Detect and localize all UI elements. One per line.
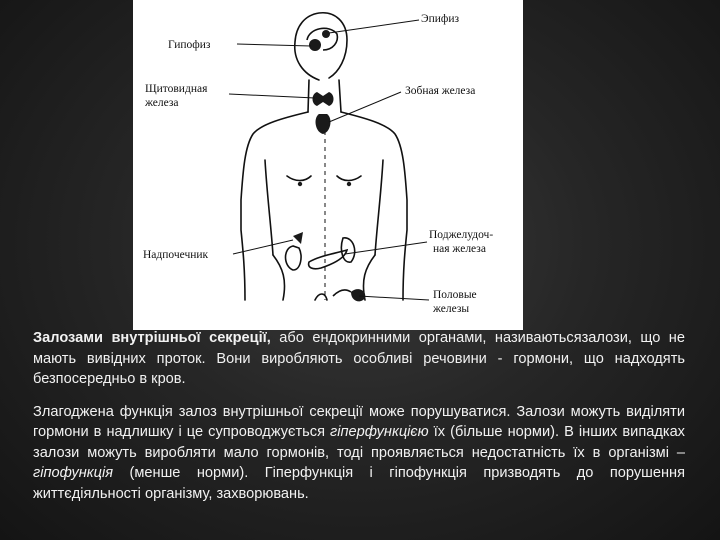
chest-right: [337, 176, 361, 181]
pituitary-gland: [309, 39, 321, 51]
endocrine-glands-figure: [133, 0, 523, 330]
nipple-left: [298, 182, 302, 186]
leader-thyroid: [229, 94, 315, 98]
adrenal-gland: [293, 232, 303, 244]
kidney-right: [341, 238, 354, 262]
endocrine-diagram: [133, 0, 523, 330]
label-pancreas-1: Поджелудоч-: [429, 229, 494, 241]
label-adrenal: Надпочечник: [143, 249, 209, 261]
term-endocrine-glands: Залозами внутрішньої секреції,: [33, 330, 271, 346]
term-hypofunction: гіпофункція: [33, 465, 114, 481]
chest-left: [287, 176, 311, 181]
label-gonads-2: железы: [433, 303, 470, 315]
label-pituitary: Гипофиз: [168, 39, 211, 51]
label-pineal: Эпифиз: [421, 13, 460, 25]
torso-left: [241, 112, 308, 300]
paragraph-definition: [33, 328, 685, 390]
dysfunction-text-b: їх (більше норми). В інших випадках залози можуть виробляти мало гормонів, тоді проявляється недостатність їх в організмі –: [33, 424, 685, 461]
label-pancreas-2: ная железа: [433, 243, 486, 255]
dysfunction-text-a: Злагоджена функція залоз внутрішньої секреції може порушуватися. Залози можуть виділяти гормони в надлишку і це супроводжується: [33, 403, 685, 440]
body-text: [33, 328, 685, 516]
dysfunction-text-c: (менше норми). Гіперфункція і гіпофункція призводять до порушення життєдіяльності організму, захворювань.: [33, 465, 685, 502]
label-gonads-1: Половые: [433, 289, 477, 301]
neck-right: [339, 80, 341, 112]
leader-gonads: [359, 296, 429, 300]
leader-pituitary: [237, 44, 311, 46]
kidney-left: [286, 246, 302, 270]
thymus-gland: [316, 114, 331, 134]
label-thyroid-1: Щитовидная: [145, 83, 208, 95]
torso-right: [341, 112, 407, 300]
pineal-gland: [322, 30, 330, 38]
term-hyperfunction: гіперфункцією: [330, 424, 429, 440]
definition-text: або ендокринними органами, називаютьсязалози, що не мають вивідних проток. Вони виробляють особливі речовини - гормони, що надходять безпосередньо в кров.: [33, 330, 685, 387]
neck-left: [308, 80, 309, 112]
gonad-tube: [333, 290, 351, 296]
leader-pancreas: [345, 242, 427, 254]
nipple-right: [347, 182, 351, 186]
paragraph-dysfunction: [33, 402, 685, 505]
label-thyroid-2: железа: [145, 97, 179, 109]
thyroid-gland: [313, 92, 334, 106]
head-outline: [295, 13, 347, 80]
label-thymus: Зобная железа: [405, 85, 476, 97]
arm-inner-right: [375, 160, 383, 255]
arm-inner-left: [265, 160, 273, 255]
